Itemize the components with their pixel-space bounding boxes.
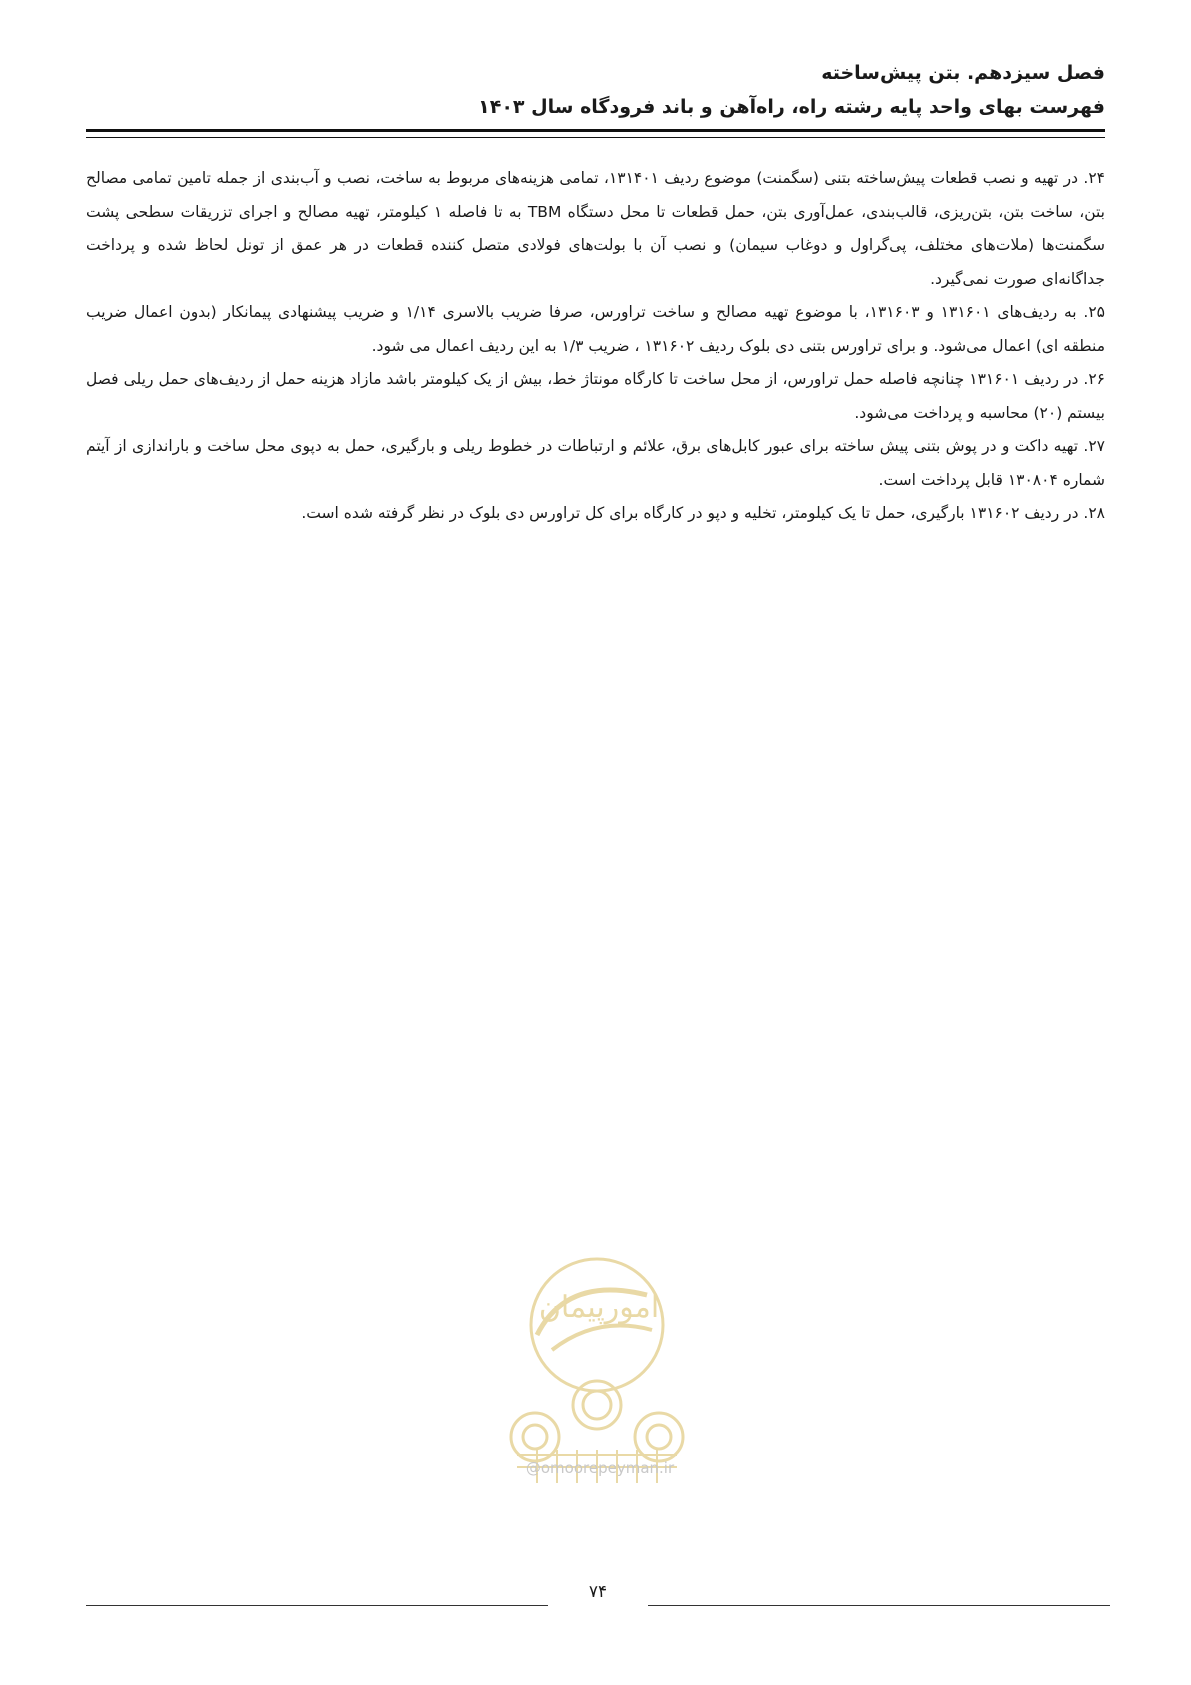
header-divider <box>86 129 1105 138</box>
note-27: ۲۷. تهیه داکت و در پوش بتنی پیش ساخته برای عبور کابل‌های برق، علائم و ارتباطات در خطوط ریلی و بارگیری، حمل به دپوی محل ساخت و باراندازی از آیتم شماره ۱۳۰۸۰۴ قابل پرداخت است. <box>86 437 1105 489</box>
watermark-url: @omoorepeyman.ir <box>525 1459 675 1477</box>
page-header <box>86 56 1105 124</box>
note-28: ۲۸. در ردیف ۱۳۱۶۰۲ بارگیری، حمل تا یک کیلومتر، تخلیه و دپو در کارگاه برای کل تراورس دی بلوک در نظر گرفته شده است. <box>301 504 1105 522</box>
note-24: ۲۴. در تهیه و نصب قطعات پیش‌ساخته بتنی (سگمنت) موضوع ردیف ۱۳۱۴۰۱، تمامی هزینه‌های مربوط به ساخت، نصب و آب‌بندی از جمله تامین تمامی مصالح بتن، ساخت بتن، بتن‌ریزی، قالب‌بندی، عمل‌آوری بتن، حمل قطعات تا محل دستگاه TBM به تا فاصله ۱ کیلومتر، تهیه مصالح و اجرای تزریقات سطحی پشت سگمنت‌ها (ملات‌های مختلف، پی‌گراول و دوغاب سیمان) و نصب آن با بولت‌های فولادی متصل کننده قطعات در هر عمق از تونل لحاظ شده و پرداخت جداگانه‌ای صورت نمی‌گیرد. <box>86 169 1105 288</box>
document-title: فهرست بهای واحد پایه رشته راه، راه‌آهن و باند فرودگاه سال ۱۴۰۳ <box>478 96 1105 118</box>
chapter-title: فصل سیزدهم. بتن پیش‌ساخته <box>821 62 1105 84</box>
page-number: ۷۴ <box>588 1582 608 1602</box>
notes-body <box>86 162 1105 531</box>
note-25: ۲۵. به ردیف‌های ۱۳۱۶۰۱ و ۱۳۱۶۰۳، با موضوع تهیه مصالح و ساخت تراورس، صرفا ضریب بالاسری ۱/۱۴ و ضریب پیشنهادی پیمانکار (بدون اعمال ضریب منطقه ای) اعمال می‌شود. و برای تراورس بتنی دی بلوک ردیف ۱۳۱۶۰۲ ، ضریب ۱/۳ به این ردیف اعمال می شود. <box>86 303 1105 355</box>
note-26: ۲۶. در ردیف ۱۳۱۶۰۱ چنانچه فاصله حمل تراورس، از محل ساخت تا کارگاه مونتاژ خط، بیش از یک کیلومتر باشد مازاد هزینه حمل از ردیف‌های حمل ریلی فصل بیستم (۲۰) محاسبه و پرداخت می‌شود. <box>86 370 1105 422</box>
footer-divider-right <box>648 1605 1110 1606</box>
footer-divider-left <box>86 1605 548 1606</box>
watermark-logo-text: امورپیمان <box>538 1290 660 1325</box>
watermark-logo-icon <box>497 1255 697 1485</box>
